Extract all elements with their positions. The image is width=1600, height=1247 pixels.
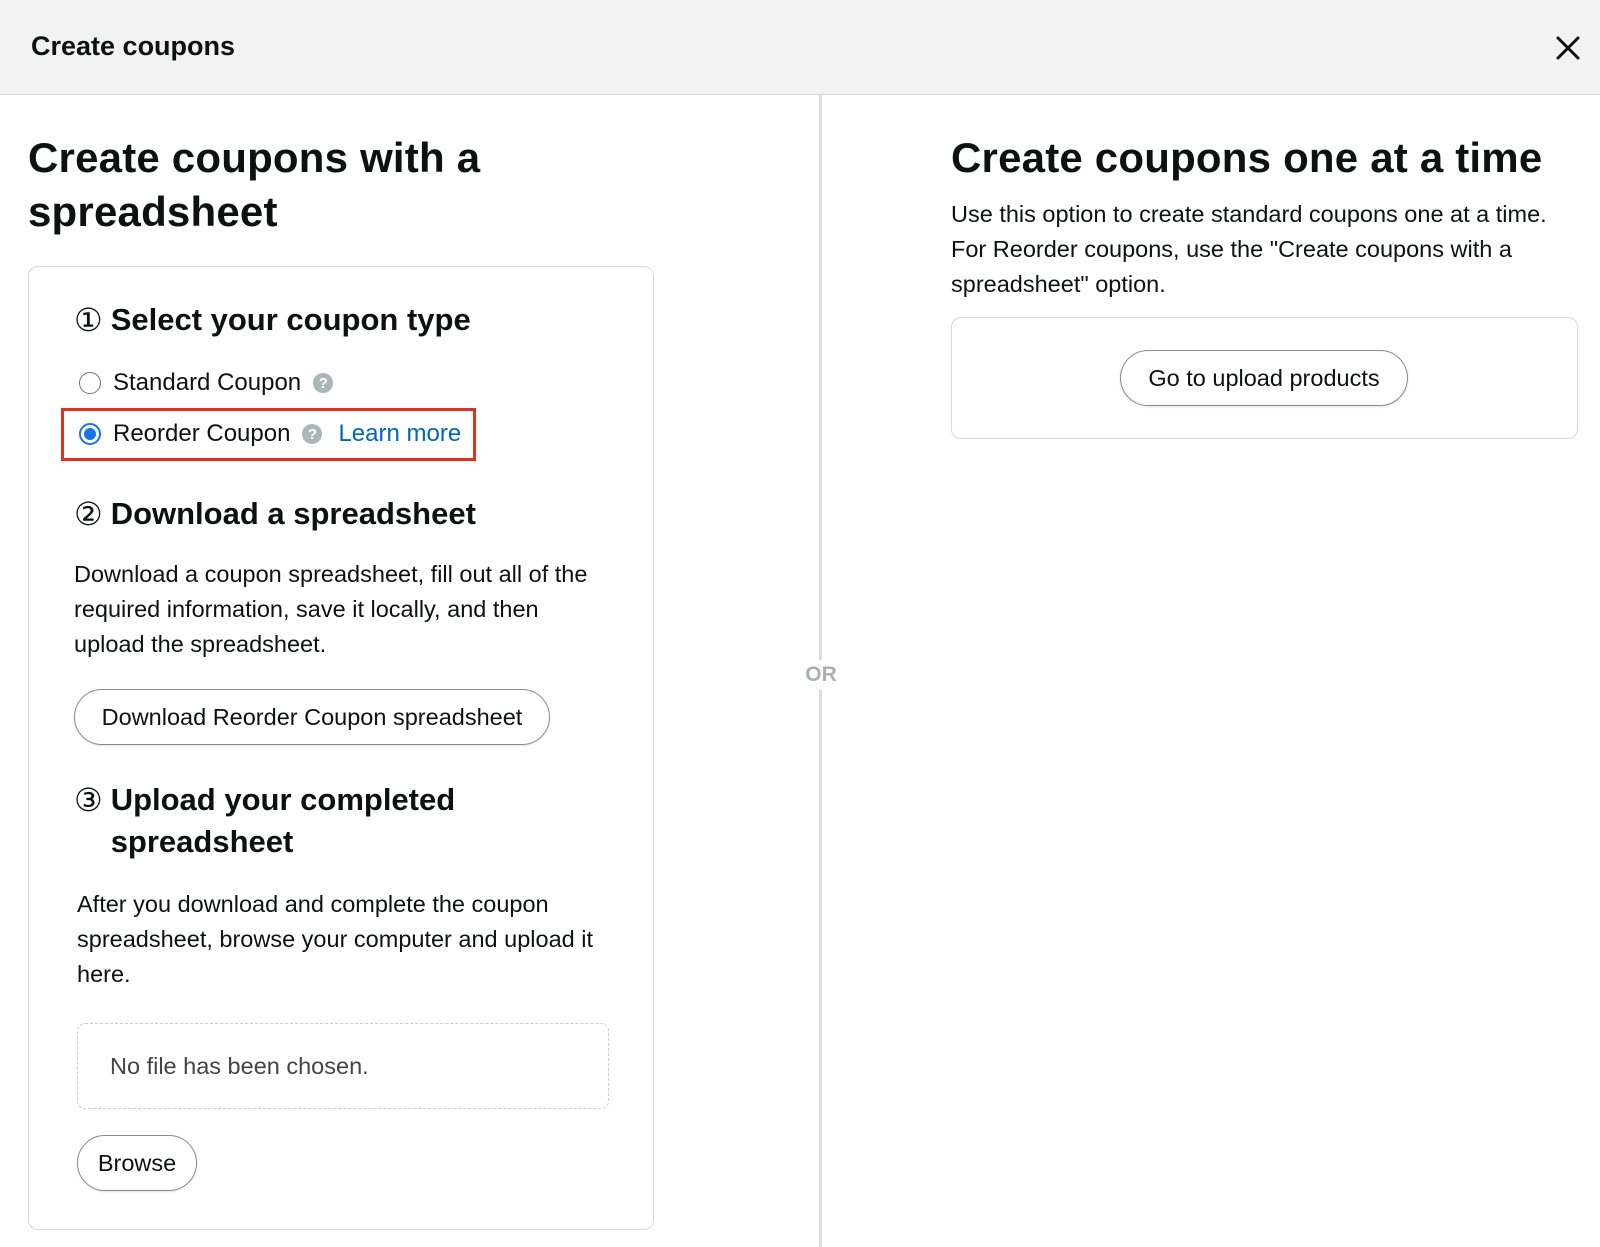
modal-header [0, 0, 1600, 95]
step1-label: Select your coupon type [110, 302, 471, 337]
step1-number: ① [74, 302, 103, 338]
spreadsheet-section [28, 95, 808, 239]
close-button[interactable] [1548, 28, 1588, 68]
step3-description: After you download and complete the coupon spreadsheet, browse your computer and upload it here. [77, 891, 594, 987]
standard-coupon-label: Standard Coupon [113, 369, 302, 396]
download-spreadsheet-button[interactable]: Download Reorder Coupon spreadsheet [74, 689, 550, 745]
reorder-coupon-label: Reorder Coupon [113, 420, 291, 447]
one-at-a-time-heading: Create coupons one at a time [951, 134, 1543, 181]
learn-more-link[interactable]: Learn more [338, 420, 462, 447]
browse-button[interactable]: Browse [77, 1135, 197, 1191]
spreadsheet-card [28, 266, 654, 1230]
standard-coupon-radio[interactable] [79, 372, 101, 394]
spreadsheet-heading: Create coupons with a spreadsheet [28, 134, 481, 235]
one-at-a-time-description: Use this option to create standard coupons one at a time. For Reorder coupons, use the "Create coupons with a spreadsheet" option. [951, 201, 1547, 297]
go-to-upload-products-button[interactable]: Go to upload products [1120, 350, 1408, 406]
step2-description: Download a coupon spreadsheet, fill out all of the required information, save it locally, and then upload the spreadsheet. [74, 561, 588, 657]
or-label: OR [801, 660, 841, 690]
step3-number: ③ [74, 782, 103, 818]
upload-products-card [951, 317, 1578, 439]
step2-label: Download a spreadsheet [110, 496, 476, 531]
question-icon[interactable]: ? [313, 373, 333, 393]
reorder-coupon-option[interactable] [79, 416, 461, 452]
step3-label: Upload your completed spreadsheet [110, 782, 456, 859]
close-icon [1548, 28, 1588, 68]
question-icon[interactable]: ? [302, 424, 322, 444]
step1-title [74, 299, 471, 341]
modal-title: Create coupons [31, 31, 236, 61]
step2-number: ② [74, 496, 103, 532]
one-at-a-time-section [951, 95, 1586, 302]
file-status: No file has been chosen. [110, 1052, 369, 1079]
step3-title [74, 779, 494, 863]
file-drop-zone[interactable] [77, 1023, 609, 1109]
step2-title [74, 493, 476, 535]
standard-coupon-option[interactable] [79, 365, 333, 401]
reorder-coupon-radio[interactable] [79, 423, 101, 445]
